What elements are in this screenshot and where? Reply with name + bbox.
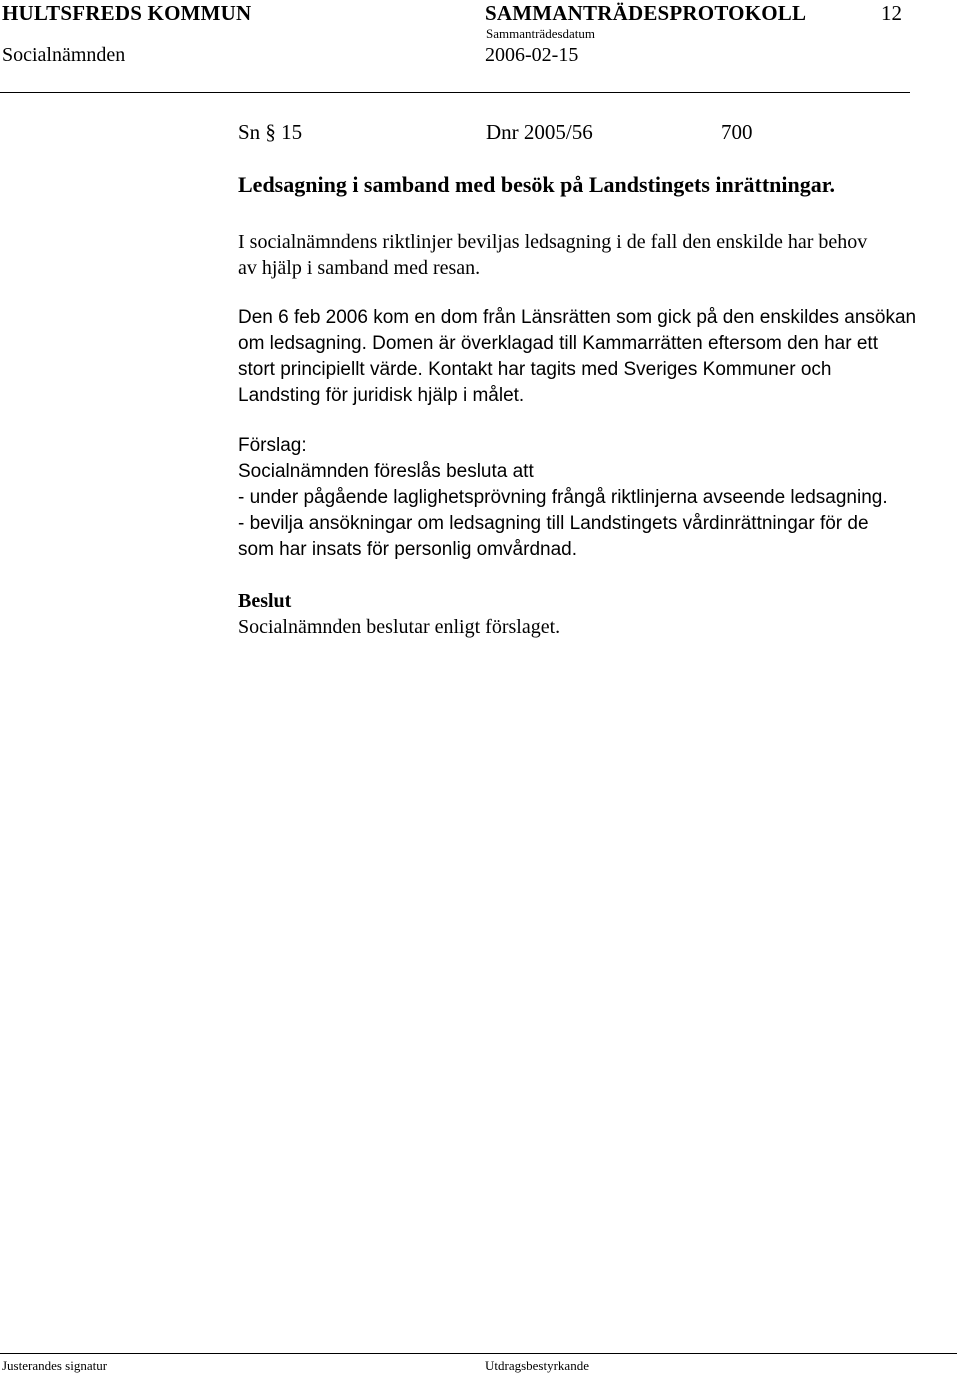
committee-name: Socialnämnden — [2, 44, 126, 66]
paragraph-line: om ledsagning. Domen är överklagad till Kammarrätten eftersom den har ett — [238, 333, 878, 354]
paragraph-guidelines — [238, 229, 938, 281]
paragraph-line: I socialnämndens riktlinjer beviljas ledsagning i de fall den enskilde har behov — [238, 231, 868, 253]
proposal-line: som har insats för personlig omvårdnad. — [238, 539, 577, 560]
proposal-line: - under pågående laglighetsprövning frångå riktlinjerna avseende ledsagning. — [238, 487, 888, 508]
paragraph-court-ruling — [238, 305, 938, 409]
page-number: 12 — [881, 1, 902, 25]
certification-label: Utdragsbestyrkande — [485, 1358, 589, 1373]
proposal-section — [238, 433, 938, 563]
paragraph-line: Landsting för juridisk hjälp i målet. — [238, 385, 525, 406]
document-type: SAMMANTRÄDESPROTOKOLL — [485, 1, 807, 25]
proposal-heading: Förslag: — [238, 435, 307, 456]
paragraph-line: Den 6 feb 2006 kom en dom från Länsrätten som gick på den enskildes ansökan — [238, 307, 917, 328]
section-number: Sn § 15 — [238, 120, 303, 144]
proposal-line: Socialnämnden föreslås besluta att — [238, 461, 534, 482]
decision-text: Socialnämnden beslutar enligt förslaget. — [238, 616, 561, 638]
case-title: Ledsagning i samband med besök på Landstingets inrättningar. — [238, 172, 836, 197]
decision-section — [238, 588, 938, 640]
case-code: 700 — [721, 120, 753, 144]
decision-heading: Beslut — [238, 590, 292, 612]
meeting-date-label: Sammanträdesdatum — [486, 26, 596, 41]
paragraph-line: stort principiellt värde. Kontakt har tagits med Sveriges Kommuner och — [238, 359, 832, 380]
organization-name: HULTSFREDS KOMMUN — [2, 1, 252, 25]
proposal-line: - bevilja ansökningar om ledsagning till Landstingets vårdinrättningar för de — [238, 513, 869, 534]
meeting-date: 2006-02-15 — [485, 44, 579, 66]
signature-label: Justerandes signatur — [2, 1358, 108, 1373]
footer-divider — [0, 1353, 957, 1354]
header-divider — [0, 92, 910, 93]
paragraph-line: av hjälp i samband med resan. — [238, 257, 481, 279]
diary-number: Dnr 2005/56 — [486, 120, 593, 144]
